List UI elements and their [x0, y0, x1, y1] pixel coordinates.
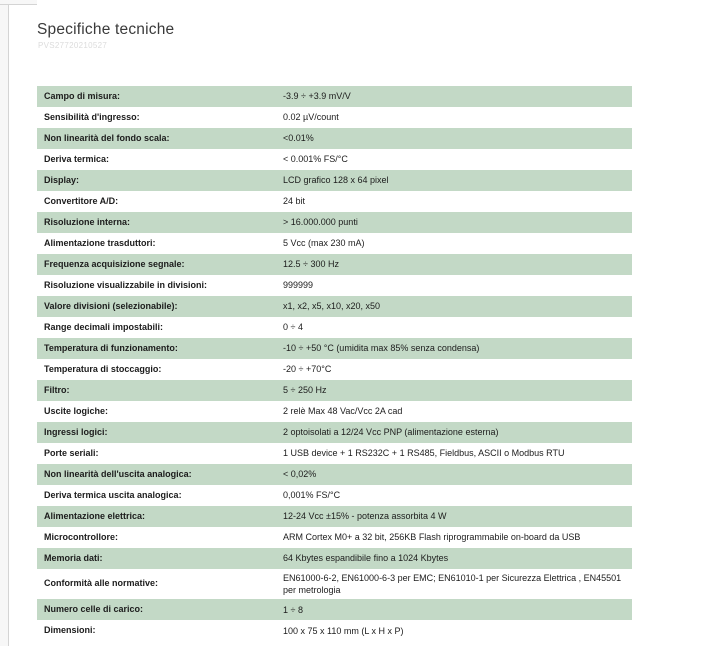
- spec-value: 5 Vcc (max 230 mA): [283, 238, 365, 249]
- spec-label: Microcontrollore:: [44, 531, 119, 542]
- spec-value: 12-24 Vcc ±15% - potenza assorbita 4 W: [283, 511, 447, 522]
- spec-value: x1, x2, x5, x10, x20, x50: [283, 301, 381, 312]
- spec-row: [37, 527, 632, 548]
- spec-row: [37, 548, 632, 569]
- spec-label: Alimentazione trasduttori:: [44, 237, 156, 248]
- spec-row: [37, 107, 632, 128]
- spec-row: [37, 599, 632, 620]
- spec-row: [37, 359, 632, 380]
- spec-label: Conformità alle normative:: [44, 578, 159, 589]
- spec-value: < 0,02%: [283, 469, 317, 480]
- spec-value: 1 ÷ 8: [283, 604, 303, 615]
- spec-label: Temperatura di stoccaggio:: [44, 363, 162, 374]
- spec-row: [37, 380, 632, 401]
- spec-value: 64 Kbytes espandibile fino a 1024 Kbytes: [283, 553, 449, 564]
- spec-label: Campo di misura:: [44, 90, 121, 101]
- spec-value: > 16.000.000 punti: [283, 217, 358, 228]
- spec-row: [37, 233, 632, 254]
- spec-row: [37, 443, 632, 464]
- spec-value: -20 ÷ +70°C: [283, 364, 332, 375]
- spec-value: EN61000-6-2, EN61000-6-3 per EMC; EN61010-1 per Sicurezza Elettrica , EN45501 per metrologia: [283, 573, 622, 596]
- spec-label: Display:: [44, 174, 80, 185]
- spec-value: 1 USB device + 1 RS232C + 1 RS485, Fieldbus, ASCII o Modbus RTU: [283, 448, 565, 459]
- spec-value: ARM Cortex M0+ a 32 bit, 256KB Flash riprogrammabile on-board da USB: [283, 532, 581, 543]
- spec-label: Convertitore A/D:: [44, 195, 119, 206]
- spec-label: Filtro:: [44, 384, 70, 395]
- spec-row: [37, 86, 632, 107]
- spec-label: Uscite logiche:: [44, 405, 109, 416]
- spec-label: Non linearità del fondo scala:: [44, 132, 170, 143]
- spec-label: Valore divisioni (selezionabile):: [44, 300, 178, 311]
- spec-value: 2 relè Max 48 Vac/Vcc 2A cad: [283, 406, 403, 417]
- spec-row: [37, 212, 632, 233]
- spec-value: 24 bit: [283, 196, 306, 207]
- spec-label: Alimentazione elettrica:: [44, 510, 146, 521]
- left-frame-edge: [0, 5, 9, 646]
- spec-row: [37, 485, 632, 506]
- page-title: Specifiche tecniche: [37, 21, 175, 38]
- spec-label: Risoluzione interna:: [44, 216, 131, 227]
- spec-row: [37, 254, 632, 275]
- spec-row: [37, 191, 632, 212]
- spec-label: Ingressi logici:: [44, 426, 108, 437]
- spec-row: [37, 296, 632, 317]
- spec-row: [37, 422, 632, 443]
- spec-row: [37, 149, 632, 170]
- spec-value: LCD grafico 128 x 64 pixel: [283, 175, 389, 186]
- spec-table: [37, 86, 632, 641]
- spec-label: Temperatura di funzionamento:: [44, 342, 178, 353]
- spec-row: [37, 338, 632, 359]
- spec-row: [37, 464, 632, 485]
- spec-row: [37, 170, 632, 191]
- spec-value: 999999: [283, 280, 314, 291]
- spec-label: Deriva termica uscita analogica:: [44, 489, 182, 500]
- spec-value: -10 ÷ +50 °C (umidita max 85% senza condensa): [283, 343, 480, 354]
- spec-value: <0.01%: [283, 133, 314, 144]
- spec-row: [37, 506, 632, 527]
- spec-value: 0,001% FS/°C: [283, 490, 341, 501]
- spec-value: 12.5 ÷ 300 Hz: [283, 259, 339, 270]
- spec-row: [37, 275, 632, 296]
- spec-value: 100 x 75 x 110 mm (L x H x P): [283, 625, 404, 636]
- spec-row: [37, 317, 632, 338]
- spec-label: Range decimali impostabili:: [44, 321, 164, 332]
- spec-label: Deriva termica:: [44, 153, 110, 164]
- spec-value: 5 ÷ 250 Hz: [283, 385, 327, 396]
- spec-label: Sensibilità d'ingresso:: [44, 111, 140, 122]
- spec-row: [37, 401, 632, 422]
- spec-label: Non linearità dell'uscita analogica:: [44, 468, 192, 479]
- spec-label: Porte seriali:: [44, 447, 99, 458]
- spec-value: 0.02 µV/count: [283, 112, 339, 123]
- spec-value: -3.9 ÷ +3.9 mV/V: [283, 91, 351, 102]
- spec-row: [37, 128, 632, 149]
- spec-label: Dimensioni:: [44, 624, 96, 635]
- spec-label: Frequenza acquisizione segnale:: [44, 258, 185, 269]
- spec-label: Memoria dati:: [44, 552, 103, 563]
- spec-row: [37, 620, 632, 641]
- document-code: PVS27720210527: [38, 41, 108, 50]
- spec-label: Risoluzione visualizzabile in divisioni:: [44, 279, 208, 290]
- spec-label: Numero celle di carico:: [44, 603, 144, 614]
- spec-value: 2 optoisolati a 12/24 Vcc PNP (alimentazione esterna): [283, 427, 499, 438]
- spec-row: [37, 569, 632, 599]
- spec-value: < 0.001% FS/°C: [283, 154, 348, 165]
- spec-value: 0 ÷ 4: [283, 322, 303, 333]
